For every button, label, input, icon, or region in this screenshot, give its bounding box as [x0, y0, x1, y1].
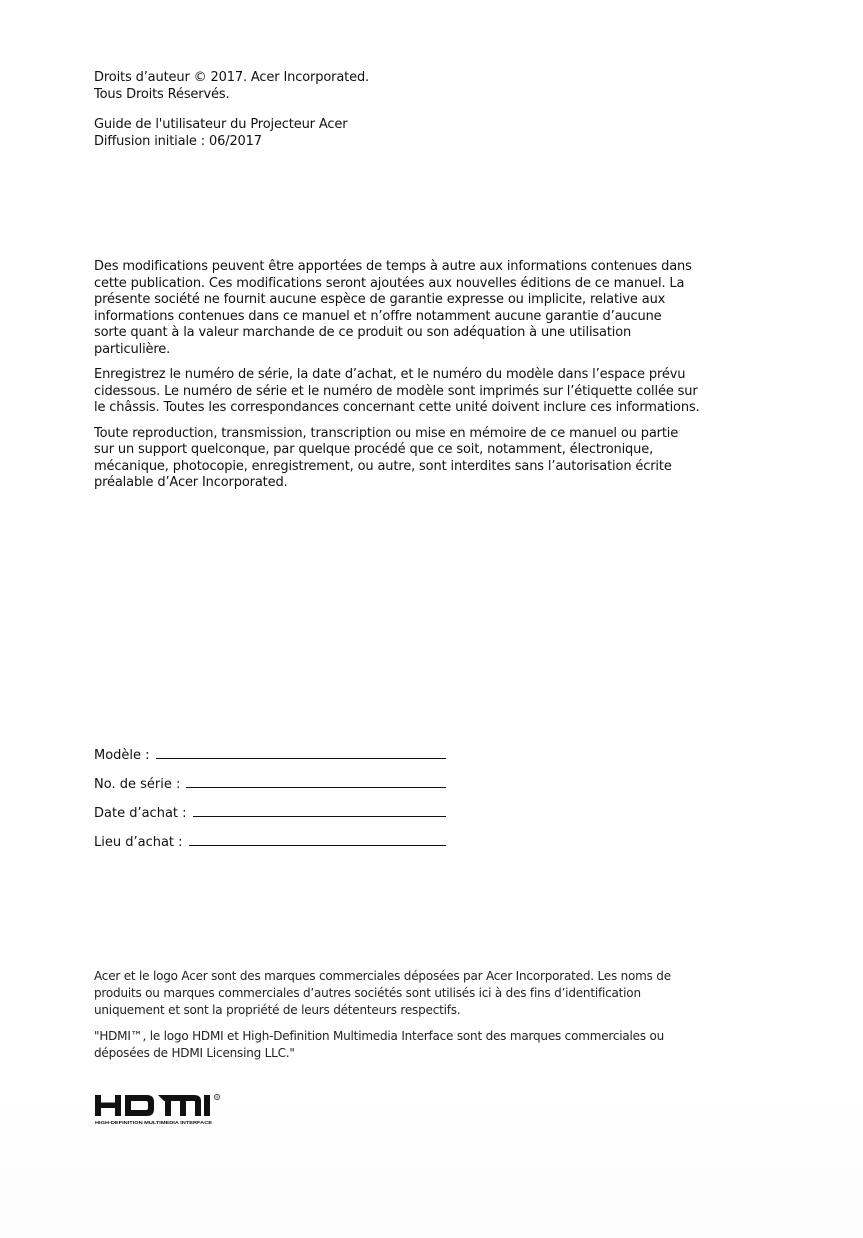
purchase-info-form — [94, 737, 744, 853]
trademark-acer — [94, 968, 744, 1019]
purchase-place-field[interactable] — [94, 824, 446, 853]
trademark-line: produits ou marques commerciales d’autres sociétés sont utilisés ici à des fins d’identification — [94, 986, 641, 1000]
paragraph-registration — [94, 367, 744, 417]
rights-reserved-line: Tous Droits Réservés. — [94, 86, 230, 102]
paragraph-line: sorte quant à la valeur marchande de ce produit ou son adéquation à une utilisation — [94, 325, 632, 340]
trademark-line: uniquement et sont la propriété de leurs détenteurs respectifs. — [94, 1003, 461, 1017]
purchase-place-label: Lieu d’achat : — [94, 835, 183, 850]
paragraph-line: cette publication. Ces modifications seront ajoutées aux nouvelles éditions de ce manuel. La — [94, 275, 685, 291]
paragraph-line: particulière. — [94, 341, 171, 357]
paragraph-modifications — [94, 259, 744, 358]
release-date: Diffusion initiale : 06/2017 — [94, 133, 262, 149]
paragraph-line: sur un support quelconque, par quelque procédé que ce soit, notamment, électronique, — [94, 442, 654, 457]
paragraph-line: Toute reproduction, transmission, transcription ou mise en mémoire de ce manuel ou partie — [94, 425, 679, 441]
model-label: Modèle : — [94, 748, 150, 763]
hdmi-logo-letter-d — [125, 1095, 154, 1116]
body-text — [94, 259, 744, 501]
guide-title: Guide de l'utilisateur du Projecteur Acer — [94, 117, 348, 132]
paragraph-line: cidessous. Le numéro de série et le numéro de modèle sont imprimés sur l’étiquette collée sur — [94, 383, 698, 399]
hdmi-logo-icon — [94, 1093, 224, 1127]
hdmi-logo-letter-m — [158, 1095, 201, 1116]
paragraph-line: mécanique, photocopie, enregistrement, ou autre, sont interdites sans l’autorisation écrite — [94, 458, 672, 474]
trademark-line: déposées de HDMI Licensing LLC." — [94, 1046, 295, 1060]
paragraph-line: présente société ne fournit aucune espèce de garantie expresse ou implicite, relative aux — [94, 292, 666, 307]
hdmi-logo-letter-h — [95, 1095, 121, 1116]
trademark-notices — [94, 968, 744, 1071]
paragraph-line: préalable d’Acer Incorporated. — [94, 475, 288, 490]
paragraph-line: informations contenues dans ce manuel et n’offre notamment aucune garantie d’aucune — [94, 308, 662, 324]
paragraph-line: le châssis. Toutes les correspondances concernant cette unité doivent inclure ces informations. — [94, 400, 700, 415]
purchase-date-label: Date d’achat : — [94, 806, 187, 821]
trademark-line: "HDMI™, le logo HDMI et High-Definition Multimedia Interface sont des marques commerciales ou — [94, 1029, 665, 1043]
serial-field[interactable] — [94, 766, 446, 795]
trademark-line: Acer et le logo Acer sont des marques commerciales déposées par Acer Incorporated. Les noms de — [94, 969, 671, 983]
copyright-line: Droits d’auteur © 2017. Acer Incorporated. — [94, 70, 370, 85]
model-field[interactable] — [94, 737, 446, 766]
purchase-place-blank-line[interactable] — [189, 845, 446, 846]
copyright-notice — [94, 70, 744, 103]
paragraph-reproduction — [94, 426, 744, 492]
serial-label: No. de série : — [94, 777, 181, 792]
serial-blank-line[interactable] — [186, 787, 446, 788]
hdmi-logo-letter-i — [204, 1095, 210, 1116]
hdmi-tagline: HIGH-DEFINITION MULTIMEDIA INTERFACE — [95, 1120, 212, 1125]
guide-info — [94, 117, 744, 150]
purchase-date-field[interactable] — [94, 795, 446, 824]
purchase-date-blank-line[interactable] — [193, 816, 446, 817]
paragraph-line: Des modifications peuvent être apportées de temps à autre aux informations contenues dans — [94, 259, 692, 274]
hdmi-registered-mark: ® — [215, 1094, 219, 1100]
trademark-hdmi — [94, 1028, 744, 1062]
model-blank-line[interactable] — [156, 758, 446, 759]
paragraph-line: Enregistrez le numéro de série, la date d’achat, et le numéro du modèle dans l’espace prévu — [94, 367, 686, 382]
